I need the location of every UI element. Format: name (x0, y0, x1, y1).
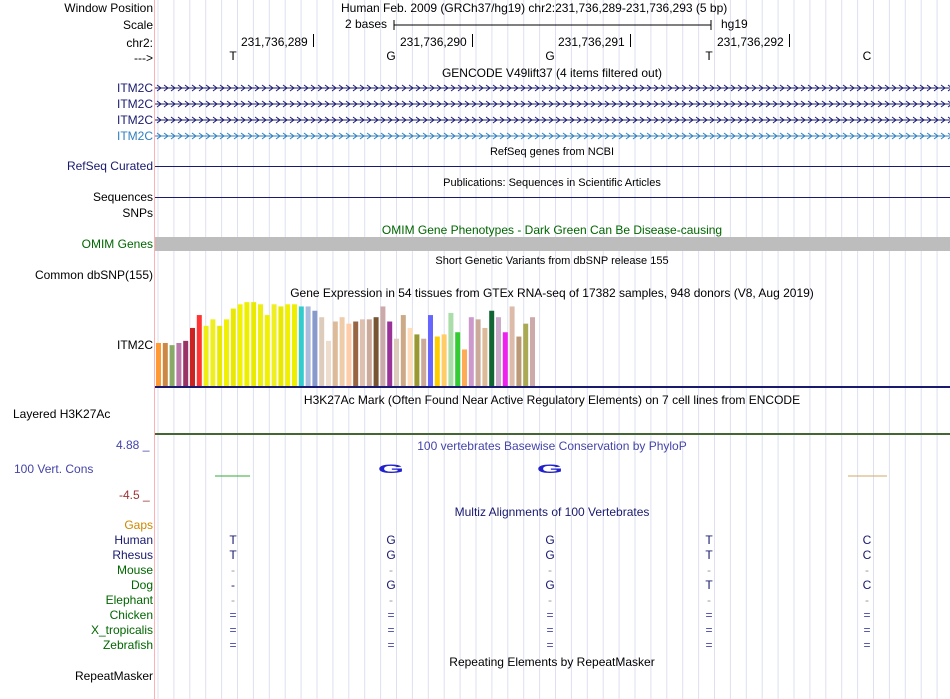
gtex-tissue-bar[interactable] (163, 343, 168, 386)
aligned-base: - (865, 563, 869, 577)
aligned-base: - (389, 593, 393, 607)
gtex-tissue-bar[interactable] (217, 326, 222, 386)
gtex-tissue-bar[interactable] (238, 304, 243, 386)
aligned-base: = (705, 608, 713, 622)
base-letter: T (229, 49, 237, 63)
dbsnp-label[interactable]: Common dbSNP(155) (34, 268, 153, 282)
transcript-label: ITM2C (117, 129, 153, 143)
aligned-base: G (386, 578, 396, 592)
omim-bar[interactable] (155, 237, 950, 251)
gtex-tissue-bar[interactable] (292, 304, 297, 386)
snps-label[interactable]: SNPs (122, 206, 153, 220)
gtex-tissue-bar[interactable] (530, 317, 535, 386)
gtex-tissue-bar[interactable] (197, 315, 202, 386)
gtex-tissue-bar[interactable] (265, 315, 270, 386)
gtex-tissue-bar[interactable] (462, 349, 467, 386)
aligned-base: C (862, 578, 872, 592)
refseq-line[interactable] (155, 166, 950, 167)
gtex-tissue-bar[interactable] (482, 328, 487, 386)
species-label: Zebrafish (102, 638, 153, 652)
aligned-base: = (546, 623, 554, 637)
gtex-tissue-bar[interactable] (380, 306, 385, 386)
aligned-base: G (386, 548, 396, 562)
aligned-base: T (705, 548, 713, 562)
species-label: Elephant (105, 593, 153, 607)
aligned-base: C (862, 548, 872, 562)
gtex-tissue-bar[interactable] (516, 337, 521, 386)
species-label: Human (114, 533, 153, 547)
aligned-base: = (546, 608, 554, 622)
cons-logo-letter: G (377, 462, 405, 476)
gtex-tissue-bar[interactable] (244, 302, 249, 386)
aligned-base: G (545, 533, 555, 547)
coordinate-tick (472, 34, 473, 47)
gtex-tissue-bar[interactable] (346, 324, 351, 386)
gtex-tissue-bar[interactable] (258, 304, 263, 386)
base-letter: G (545, 49, 555, 63)
aligned-base: = (863, 638, 871, 652)
cons-track-title[interactable]: 100 vertebrates Basewise Conservation by PhyloP (417, 439, 687, 453)
gtex-tissue-bar[interactable] (204, 326, 209, 386)
aligned-base: - (707, 593, 711, 607)
gtex-tissue-bar[interactable] (455, 332, 460, 386)
gtex-tissue-bar[interactable] (503, 332, 508, 386)
gtex-tissue-bar[interactable] (394, 339, 399, 386)
gtex-tissue-bar[interactable] (374, 317, 379, 386)
repeat-track-title[interactable]: Repeating Elements by RepeatMasker (449, 655, 655, 669)
species-label: Dog (130, 578, 153, 592)
gtex-tissue-bar[interactable] (476, 319, 481, 386)
gtex-tissue-bar[interactable] (176, 343, 181, 386)
gtex-tissue-bar[interactable] (435, 337, 440, 386)
coordinate-tick (313, 34, 314, 47)
gtex-tissue-bar[interactable] (401, 315, 406, 386)
gtex-label[interactable]: ITM2C (117, 338, 153, 352)
gtex-tissue-bar[interactable] (278, 306, 283, 386)
aligned-base: - (707, 563, 711, 577)
dbsnp-track-title[interactable]: Short Genetic Variants from dbSNP release 155 (435, 255, 669, 267)
aligned-base: = (387, 608, 395, 622)
base-letter: G (386, 49, 396, 63)
aligned-base: T (705, 533, 713, 547)
omim-track-title[interactable]: OMIM Gene Phenotypes - Dark Green Can Be Disease-causing (381, 223, 723, 237)
gtex-tissue-bar[interactable] (496, 317, 501, 386)
transcript-label: ITM2C (117, 113, 153, 127)
gtex-tissue-bar[interactable] (156, 343, 161, 386)
gtex-tissue-bar[interactable] (251, 302, 256, 386)
gtex-tissue-bar[interactable] (387, 322, 392, 387)
aligned-base: - (865, 593, 869, 607)
gtex-bar-chart[interactable] (155, 300, 535, 386)
gtex-tissue-bar[interactable] (190, 328, 195, 386)
gtex-tissue-bar[interactable] (489, 311, 494, 386)
publications-line[interactable] (155, 197, 950, 198)
aligned-base: G (545, 548, 555, 562)
aligned-base: - (231, 563, 235, 577)
gtex-baseline (155, 386, 950, 388)
species-label: Chicken (109, 608, 153, 622)
publications-track-title[interactable]: Publications: Sequences in Scientific Articles (443, 177, 661, 189)
coordinate-tick (789, 34, 790, 47)
gtex-tissue-bar[interactable] (421, 339, 426, 386)
gtex-tissue-bar[interactable] (448, 313, 453, 386)
repeat-label[interactable]: RepeatMasker (74, 669, 153, 683)
aligned-base: G (545, 578, 555, 592)
aligned-base: T (705, 578, 713, 592)
gtex-tissue-bar[interactable] (469, 317, 474, 386)
gtex-tissue-bar[interactable] (312, 311, 317, 386)
gtex-tissue-bar[interactable] (442, 334, 447, 386)
gtex-tissue-bar[interactable] (170, 345, 175, 386)
gtex-tissue-bar[interactable] (319, 317, 324, 386)
gtex-tissue-bar[interactable] (333, 322, 338, 387)
aligned-base: T (229, 548, 237, 562)
scale-db: hg19 (721, 17, 748, 31)
cons-label[interactable]: 100 Vert. Cons (14, 462, 94, 476)
h3k27ac-signal[interactable] (155, 433, 950, 435)
gencode-track-title[interactable]: GENCODE V49lift37 (4 items filtered out) (441, 66, 663, 80)
transcript-lines[interactable] (155, 80, 950, 144)
gtex-tissue-bar[interactable] (523, 324, 528, 386)
cons-min-value: -4.5 _ (119, 488, 150, 502)
aligned-base: C (862, 533, 872, 547)
gtex-tissue-bar[interactable] (326, 341, 331, 386)
gtex-tissue-bar[interactable] (428, 315, 433, 386)
aligned-base: = (229, 608, 237, 622)
gtex-tissue-bar[interactable] (299, 306, 304, 386)
cons-logo-letter: G (536, 462, 564, 476)
coordinate-label: 231,736,289 (241, 35, 308, 49)
multiz-track-title[interactable]: Multiz Alignments of 100 Vertebrates (454, 505, 650, 519)
aligned-base: - (231, 593, 235, 607)
aligned-base: G (386, 533, 396, 547)
aligned-base: = (387, 638, 395, 652)
omim-label[interactable]: OMIM Genes (81, 237, 153, 251)
aligned-base: = (229, 623, 237, 637)
conservation-plot[interactable] (155, 455, 950, 495)
gaps-label[interactable]: Gaps (124, 518, 153, 532)
gtex-tissue-bar[interactable] (285, 304, 290, 386)
coordinate-label: 231,736,291 (558, 35, 625, 49)
base-letter: C (862, 49, 872, 63)
species-label: Mouse (116, 563, 153, 577)
species-label: X_tropicalis (90, 623, 153, 637)
gtex-tissue-bar[interactable] (224, 319, 229, 386)
sequences-label[interactable]: Sequences (92, 190, 153, 204)
aligned-base: = (229, 638, 237, 652)
gtex-tissue-bar[interactable] (340, 317, 345, 386)
gtex-tissue-bar[interactable] (367, 319, 372, 386)
aligned-base: = (546, 638, 554, 652)
transcript-label: ITM2C (117, 97, 153, 111)
scale-bases: 2 bases (345, 17, 388, 31)
coordinate-tick (630, 34, 631, 47)
gtex-tissue-bar[interactable] (414, 334, 419, 386)
scale-label: Scale (122, 18, 153, 32)
gtex-tissue-bar[interactable] (231, 309, 236, 386)
gtex-tissue-bar[interactable] (210, 319, 215, 386)
species-label: Rhesus (112, 548, 153, 562)
gtex-tissue-bar[interactable] (183, 341, 188, 386)
aligned-base: = (863, 623, 871, 637)
gtex-track-title[interactable]: Gene Expression in 54 tissues from GTEx RNA-seq of 17382 samples, 948 donors (V8, Aug 2019) (290, 286, 814, 300)
aligned-base: - (548, 593, 552, 607)
aligned-base: = (863, 608, 871, 622)
refseq-label[interactable]: RefSeq Curated (66, 159, 153, 173)
position-title[interactable]: Human Feb. 2009 (GRCh37/hg19) chr2:231,736,289-231,736,293 (5 bp) (341, 1, 728, 15)
gtex-tissue-bar[interactable] (408, 328, 413, 386)
coordinate-label: 231,736,292 (717, 35, 784, 49)
gtex-tissue-bar[interactable] (353, 322, 358, 387)
h3k27ac-track-title[interactable]: H3K27Ac Mark (Often Found Near Active Regulatory Elements) on 7 cell lines from ENCODE (303, 393, 801, 407)
refseq-track-title[interactable]: RefSeq genes from NCBI (489, 146, 615, 158)
transcript-label: ITM2C (117, 81, 153, 95)
h3k27ac-label[interactable]: Layered H3K27Ac (13, 407, 111, 421)
coordinate-label: 231,736,290 (400, 35, 467, 49)
window-position-label: Window Position (64, 1, 153, 15)
gtex-tissue-bar[interactable] (306, 306, 311, 386)
scale-bar (393, 18, 713, 32)
strand-label: ---> (134, 51, 153, 65)
gtex-tissue-bar[interactable] (510, 306, 515, 386)
gtex-tissue-bar[interactable] (272, 304, 277, 386)
aligned-base: = (705, 623, 713, 637)
aligned-base: - (548, 563, 552, 577)
gtex-tissue-bar[interactable] (360, 319, 365, 386)
aligned-base: = (387, 623, 395, 637)
aligned-base: - (231, 578, 235, 592)
cons-max-value: 4.88 _ (116, 438, 150, 452)
base-letter: T (705, 49, 713, 63)
aligned-base: T (229, 533, 237, 547)
aligned-base: - (389, 563, 393, 577)
chrom-label: chr2: (126, 36, 153, 50)
aligned-base: = (705, 638, 713, 652)
